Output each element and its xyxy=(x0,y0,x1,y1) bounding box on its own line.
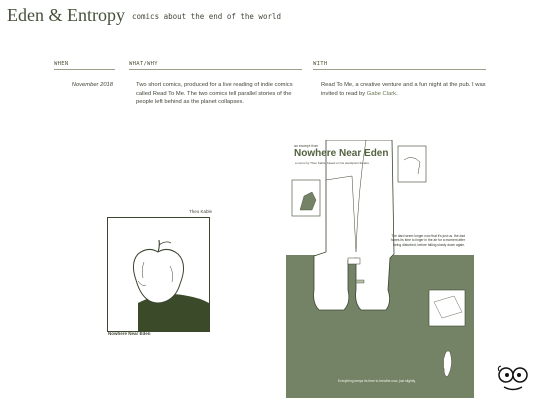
with-text-after: . xyxy=(396,90,398,97)
what-text-before: Two short comics, produced for a live reading of indie comics called xyxy=(136,82,293,97)
when-text: November 2018 xyxy=(71,82,113,88)
gabe-clark-link[interactable]: Gabe Clark xyxy=(366,90,397,97)
comic-right-label: an excerpt from xyxy=(294,144,319,148)
site-header xyxy=(7,5,527,29)
what-text-after: . The two comics tell parallel stories of the people left behind as the planet collapses. xyxy=(136,90,292,106)
site-tagline: comics about the end of the world xyxy=(132,12,282,21)
with-text-before: Read To Me, a creative venture and a fun night at the pub. I was invited to read by xyxy=(321,82,486,97)
read-to-me-inline: Read To Me xyxy=(152,90,184,97)
comic-left-title: Nowhere Near Eden xyxy=(108,331,151,336)
comic-right-illustration xyxy=(286,140,474,398)
what-heading: WHAT/WHY xyxy=(129,61,302,70)
face-glasses-icon[interactable] xyxy=(496,364,530,394)
with-text xyxy=(321,81,489,98)
comic-left-illustration[interactable] xyxy=(107,217,210,332)
with-heading: WITH xyxy=(313,61,486,70)
comic-right-paragraph: The dard seem longer now that it's just us. the dad hoxes its time to linger in the air for a moment after being disturbed, before falling slowly down again. xyxy=(390,234,465,247)
comic-card-left[interactable] xyxy=(104,209,212,339)
comic-right-title: Nowhere Near Eden xyxy=(294,148,389,159)
when-heading: WHEN xyxy=(54,61,115,70)
comic-right-footer: Everything keeps its time to breathe now, just slightly. xyxy=(338,379,416,383)
comic-left-author: Theo Kable xyxy=(188,209,212,214)
comic-right-byline: a comic by Theo Kable, based on his standpoint theatre xyxy=(295,161,369,165)
site-title[interactable]: Eden & Entropy xyxy=(7,5,125,25)
what-text xyxy=(136,81,301,107)
comic-card-right[interactable] xyxy=(286,140,474,398)
